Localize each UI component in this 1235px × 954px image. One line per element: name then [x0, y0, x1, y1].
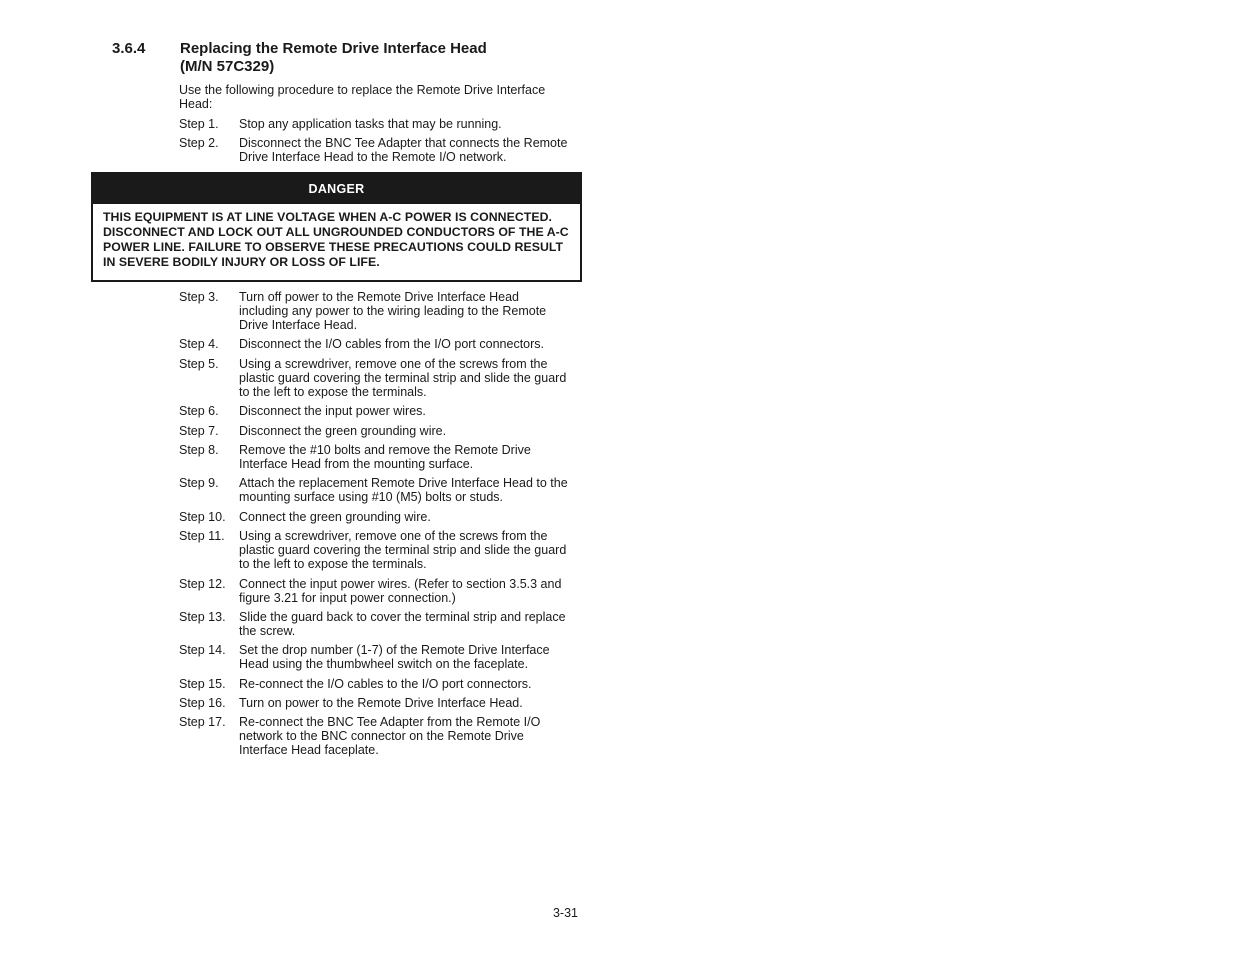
step-text: Attach the replacement Remote Drive Interface Head to the mounting surface using #10 (M5) bolts or studs.: [239, 476, 568, 505]
step-label: Step 7.: [179, 423, 219, 438]
step-text: Turn on power to the Remote Drive Interface Head.: [239, 696, 523, 711]
step-item: [179, 529, 579, 571]
step-label: Step 9.: [179, 476, 219, 491]
step-label: Step 2.: [179, 136, 219, 150]
step-text: Disconnect the green grounding wire.: [239, 423, 447, 438]
step-label: Step 11.: [179, 529, 225, 544]
step-text: Connect the input power wires. (Refer to section 3.5.3 and figure 3.21 for input power connection.): [239, 576, 562, 605]
step-label: Step 10.: [179, 509, 226, 524]
step-label: Step 13.: [179, 609, 226, 624]
step-item: [179, 510, 579, 524]
step-label: Step 3.: [179, 290, 219, 304]
step-item: [179, 404, 579, 418]
step-text: Disconnect the input power wires.: [239, 404, 426, 419]
step-item: [179, 715, 579, 757]
step-text: Re-connect the I/O cables to the I/O port connectors.: [239, 676, 532, 691]
step-item: [179, 476, 579, 504]
step-text: Re-connect the BNC Tee Adapter from the Remote I/O network to the BNC connector on the Remote Drive Interface Head faceplate.: [239, 715, 541, 758]
step-text: Disconnect the BNC Tee Adapter that connects the Remote Drive Interface Head to the Remote I/O network.: [239, 136, 568, 164]
section-number: 3.6.4: [112, 40, 146, 57]
step-text: Slide the guard back to cover the terminal strip and replace the screw.: [239, 609, 566, 638]
step-label: Step 12.: [179, 576, 226, 591]
section-title-line-1: Replacing the Remote Drive Interface Head: [180, 40, 487, 57]
step-label: Step 14.: [179, 643, 226, 658]
step-label: Step 8.: [179, 442, 219, 457]
steps-after-danger: [179, 290, 579, 763]
step-text: Set the drop number (1-7) of the Remote Drive Interface Head using the thumbwheel switch on the faceplate.: [239, 643, 550, 672]
step-text: Using a screwdriver, remove one of the screws from the plastic guard covering the terminal strip and slide the guard to the left to expose the terminals.: [239, 356, 567, 399]
danger-text: THIS EQUIPMENT IS AT LINE VOLTAGE WHEN A-C POWER IS CONNECTED. DISCONNECT AND LOCK OUT ALL UNGROUNDED CONDUCTORS OF THE A-C POWER LINE. FAILURE TO OBSERVE THESE PRECAUTIONS COULD RESULT IN SEVERE BODILY INJURY OR LOSS OF LIFE.: [103, 210, 569, 269]
step-text: Remove the #10 bolts and remove the Remote Drive Interface Head from the mounting surface.: [239, 442, 531, 471]
step-text: Connect the green grounding wire.: [239, 509, 431, 524]
step-item: [179, 610, 579, 638]
step-label: Step 1.: [179, 117, 219, 131]
step-item: [179, 424, 579, 438]
step-text: Stop any application tasks that may be running.: [239, 117, 502, 131]
danger-title: DANGER: [93, 174, 580, 204]
step-label: Step 15.: [179, 676, 226, 691]
step-item: [179, 136, 579, 164]
step-item: [179, 357, 579, 399]
danger-notice: [91, 172, 582, 282]
step-label: Step 17.: [179, 715, 226, 730]
step-item: [179, 290, 579, 332]
step-item: [179, 696, 579, 710]
step-item: [179, 577, 579, 605]
step-label: Step 6.: [179, 404, 219, 419]
step-item: [179, 337, 579, 351]
step-item: [179, 677, 579, 691]
step-label: Step 5.: [179, 356, 219, 371]
section-title-line-2: (M/N 57C329): [180, 58, 275, 75]
step-label: Step 16.: [179, 696, 226, 711]
step-item: [179, 443, 579, 471]
page-number: 3-31: [552, 906, 578, 920]
step-text: Turn off power to the Remote Drive Interface Head including any power to the wiring leading to the Remote Drive Interface Head.: [239, 290, 547, 332]
section-title: [180, 40, 580, 76]
step-text: Using a screwdriver, remove one of the screws from the plastic guard covering the terminal strip and slide the guard to the left to expose the terminals.: [239, 529, 567, 572]
intro-paragraph: Use the following procedure to replace the Remote Drive Interface Head:: [179, 83, 546, 111]
step-text: Disconnect the I/O cables from the I/O port connectors.: [239, 337, 544, 352]
steps-before-danger: [179, 117, 579, 169]
step-item: [179, 117, 579, 131]
step-item: [179, 643, 579, 671]
step-label: Step 4.: [179, 337, 219, 352]
